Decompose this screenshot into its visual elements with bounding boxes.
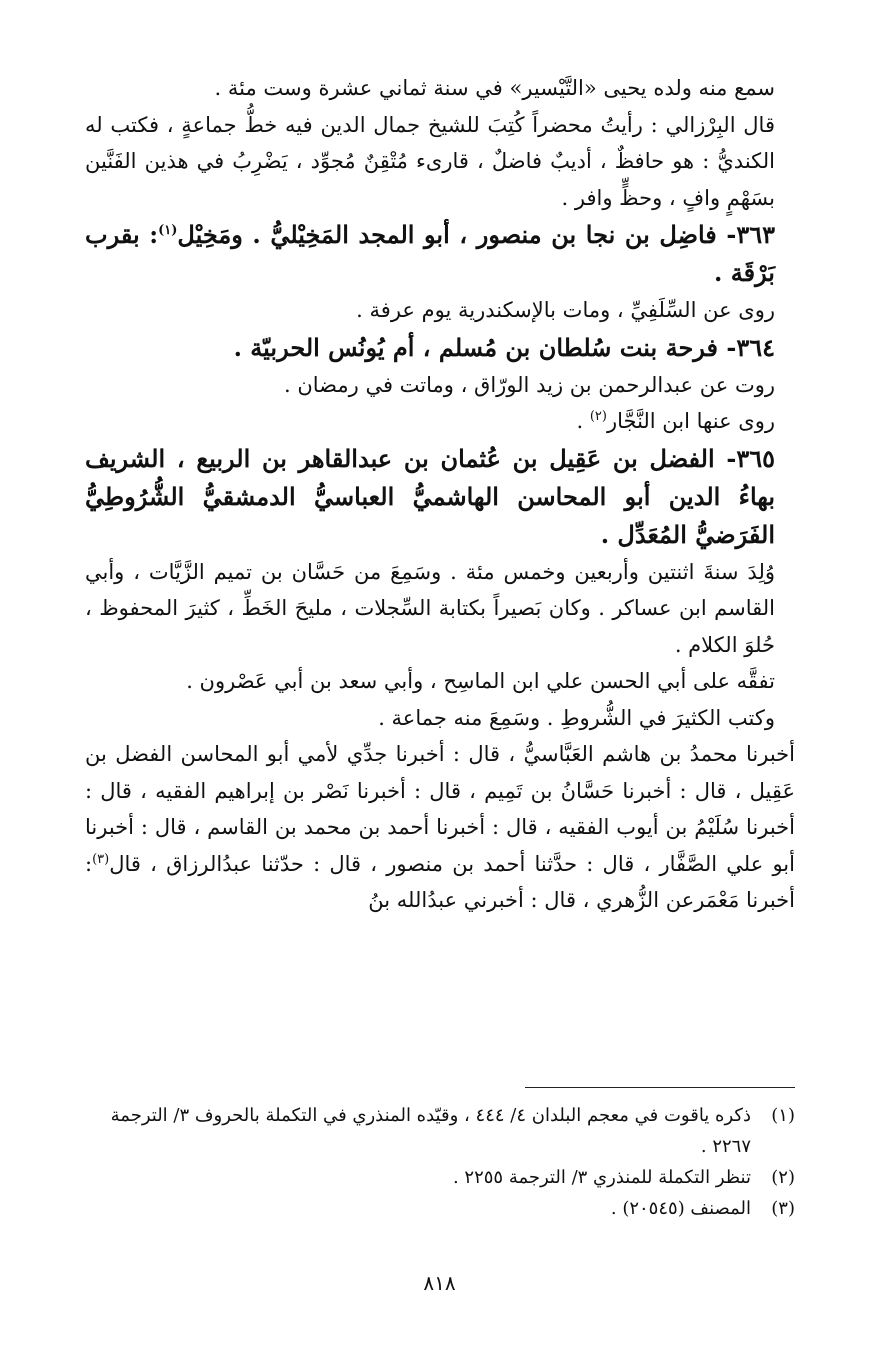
paragraph-text: روى عنها ابن النَّجَّار [606, 409, 775, 433]
entry-364-heading: ٣٦٤- فرحة بنت سُلطان بن مُسلم ، أم يُونُس الحربيّة . [233, 332, 775, 362]
footnote-ref[interactable]: (٢) [589, 409, 607, 424]
paragraph: تفقَّه على أبي الحسن علي ابن الماسِح ، وأبي سعد بن أبي عَصْرون . [186, 669, 775, 693]
paragraph: روت عن عبدالرحمن بن زيد الورّاق ، وماتت في رمضان . [284, 372, 775, 397]
paragraph: وُلِدَ سنةَ اثنتين وأربعين وخمس مئة . وسَمِعَ من حَسَّان بن تميم الزَّيَّات ، وأبي القاسم ابن عساكر . وكان بَصيراً بكتابة السِّجلات ، مليحَ الخَطِّ ، كثيرَ المحفوظ ، حُلوَ الكلام . [85, 559, 775, 657]
footnote-item [80, 1100, 795, 1162]
footnote-ref[interactable]: (١) [158, 223, 178, 238]
paragraph [85, 736, 795, 919]
entry-363-heading [85, 216, 795, 292]
paragraph-text: : أخبرنا مَعْمَرعن الزُّهري ، قال : أخبرني عبدُالله بنُ [85, 851, 795, 912]
footnote-text: ذكره ياقوت في معجم البلدان ٤/ ٤٤٤ ، وقيّده المنذري في التكملة بالحروف ٣/ الترجمة ٢٢٦٧ . [110, 1105, 751, 1157]
entry-heading-text: ٣٦٣- فاضِل بن نجا بن منصور ، أبو المجد المَخِيْليُّ . ومَخِيْل [177, 220, 775, 249]
paragraph-text: . [576, 409, 590, 433]
footnote-text: المصنف (٢٠٥٤٥) . [610, 1198, 751, 1219]
paragraph-text: أخبرنا محمدُ بن هاشم العَبَّاسيُّ ، قال : أخبرنا جدِّي لأمي أبو المحاسن الفضل بن عَقِيل ، قال : أخبرنا حَسَّانُ بن تَمِيم ، قال : أخبرنا نَصْر بن إبراهيم الفقيه ، قال : أخبرنا سُلَيْمُ بن أيوب الفقيه ، قال : أخبرنا أحمد بن محمد بن القاسم ، قال : أخبرنا أبو علي الصَّفَّار ، قال : حدَّثنا أحمد بن منصور ، قال : حدّثنا عبدُالرزاق ، قال [85, 742, 795, 876]
paragraph: سمع منه ولده يحيى «التَّيْسير» في سنة ثماني عشرة وست مئة . [214, 76, 775, 100]
paragraph [85, 403, 795, 440]
paragraph: قال البِرْزالي : رأيتُ محضراً كُتِبَ للشيخ جمال الدين فيه خطُّ جماعةٍ ، فكتب له الكنديُّ : هو حافظٌ ، أديبٌ فاضلٌ ، قارىء مُتْقِنٌ مُجوِّد ، يَضْرِبُ في هذين الفَنَّين بسَهْمٍ وافٍ ، وحظٍّ وافر . [85, 112, 775, 210]
main-text [85, 70, 795, 919]
footnote-item [80, 1162, 795, 1193]
entry-heading-text: : بقرب بَرْقَة . [85, 220, 775, 287]
footnote-number: (١) [771, 1105, 795, 1126]
footnotes [80, 1100, 795, 1224]
footnote-item [80, 1193, 795, 1224]
page-number: ٨١٨ [423, 1271, 456, 1295]
footnote-text: تنظر التكملة للمنذري ٣/ الترجمة ٢٢٥٥ . [452, 1167, 751, 1188]
paragraph: روى عن السِّلَفِيِّ ، ومات بالإسكندرية يوم عرفة . [356, 298, 775, 322]
paragraph: وكتب الكثيرَ في الشُّروطِ . وسَمِعَ منه جماعة . [378, 705, 775, 730]
footnote-divider [525, 1087, 795, 1088]
footnote-ref[interactable]: (٣) [92, 851, 110, 867]
footnote-number: (٣) [771, 1198, 795, 1219]
footnote-number: (٢) [771, 1167, 795, 1188]
entry-365-heading: ٣٦٥- الفضل بن عَقِيل بن عُثمان بن عبدالقاهر بن الربيع ، الشريف بهاءُ الدين أبو المحاسن الهاشميُّ العباسيُّ الدمشقيُّ الشُّرُوطِيُّ الفَرَضيُّ المُعَدِّل . [85, 443, 775, 549]
